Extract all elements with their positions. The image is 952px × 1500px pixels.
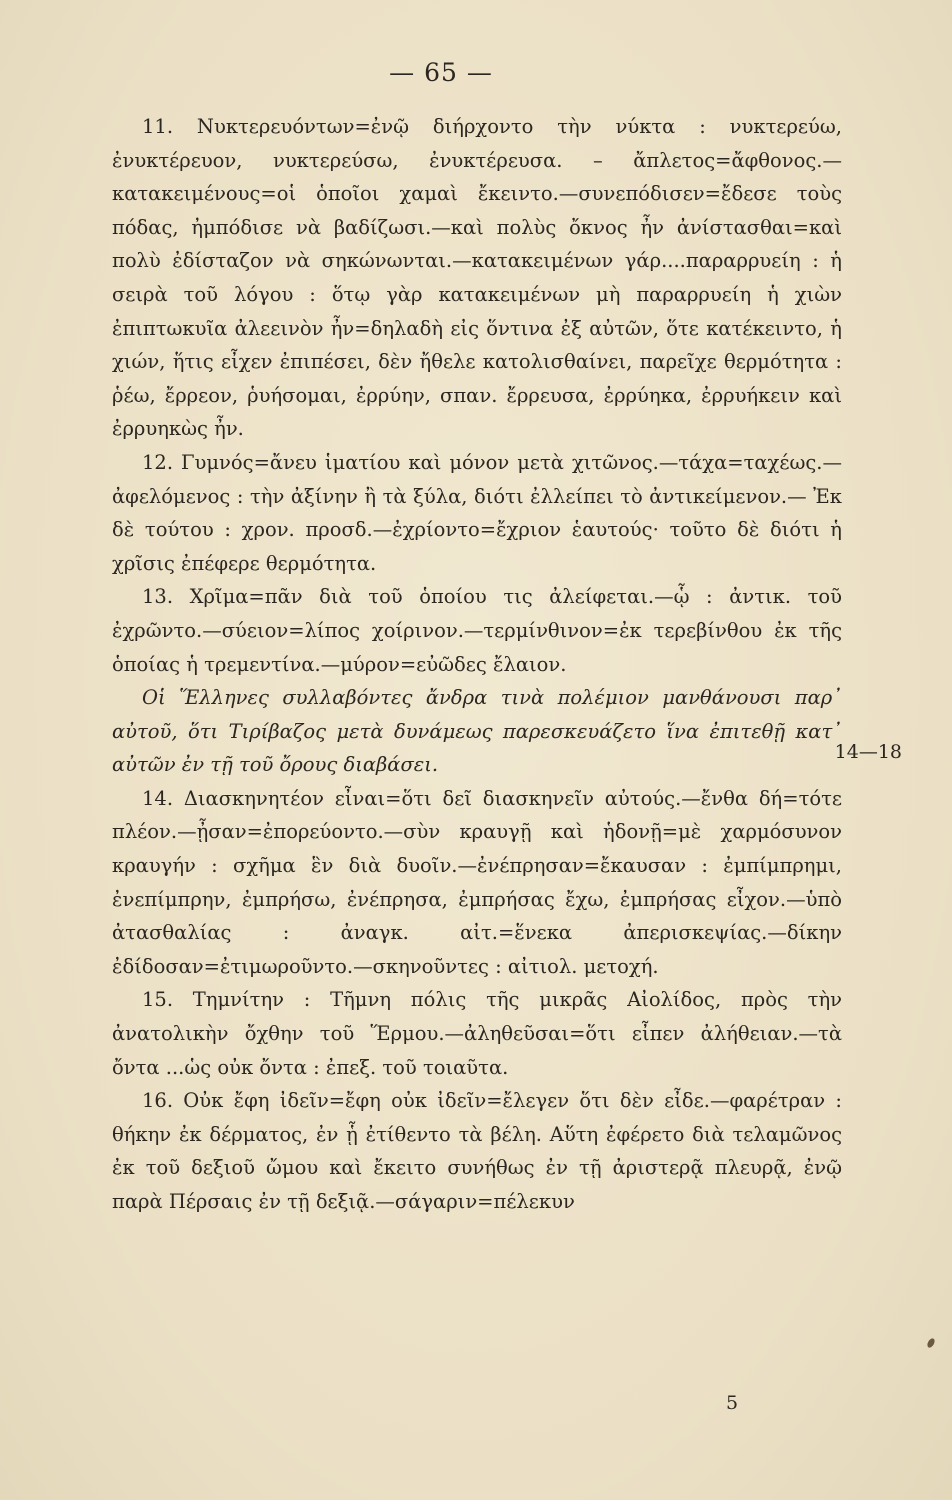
page-number: — 65 — (389, 58, 493, 87)
note-paragraph-16: 16. Οὐκ ἔφη ἰδεῖν=ἔφη οὐκ ἰδεῖν=ἔλεγεν ὅτι δὲν εἶδε.—φαρέτραν : θήκην ἐκ δέρματος, ἐν ᾗ ἐτίθεντο τὰ βέλη. Αὕτη ἐφέρετο διὰ τελαμῶνος ἐκ τοῦ δεξιοῦ ὤμου καὶ ἔκειτο συνήθως ἐν τῇ ἀριστερᾷ πλευρᾷ, ἐνῷ παρὰ Πέρσαις ἐν τῇ δεξιᾷ.—σάγαριν=πέλεκυν (112, 1089, 842, 1213)
note-paragraph-12: 12. Γυμνός=ἄνευ ἱματίου καὶ μόνον μετὰ χιτῶνος.—τάχα=ταχέως.—ἀφελόμενος : τὴν ἀξίνην ἢ τὰ ξύλα, διότι ἐλλείπει τὸ ἀντικείμενον.— Ἐκ δὲ τούτου : χρον. προσδ.—ἐχρίοντο=ἔχριον ἑαυτούς· τοῦτο δὲ διότι ἡ χρῖσις ἐπέφερε θερμότητα. (112, 450, 842, 575)
section-summary: Οἱ Ἕλληνες συλλαβόντες ἄνδρα τινὰ πολέμιον μανθάνουσι παρ᾽ αὐτοῦ, ὅτι Τιρίβαζος μετὰ δυνάμεως παρεσκευάζετο ἵνα ἐπιτεθῇ κατ᾽ αὐτῶν ἐν τῇ τοῦ ὄρους διαβάσει. (112, 686, 842, 777)
commentary-body (112, 110, 842, 1219)
note-paragraph-14: 14. Διασκηνητέον εἶναι=ὅτι δεῖ διασκηνεῖν αὐτούς.—ἔνθα δή=τότε πλέον.—ᾖσαν=ἐπορεύοντο.—σὺν κραυγῇ καὶ ἡδονῇ=μὲ χαρμόσυνον κραυγήν : σχῆμα ἓν διὰ δυοῖν.—ἐνέπρησαν=ἔκαυσαν : ἐμπίμπρημι, ἐνεπίμπρην, ἐμπρήσω, ἐνέπρησα, ἐμπρήσας ἔχω, ἐμπρήσας εἶχον.—ὑπὸ ἀτασθαλίας : ἀναγκ. αἰτ.=ἕνεκα ἀπερισκεψίας.—δίκην ἐδίδοσαν=ἐτιμωροῦντο.—σκηνοῦντες : αἰτιολ. μετοχή. (112, 786, 842, 978)
margin-section-reference: 14—18 (834, 741, 902, 763)
signature-mark: 5 (726, 1392, 739, 1414)
note-paragraph-15: 15. Τημνίτην : Τῆμνη πόλις τῆς μικρᾶς Αἰολίδος, πρὸς τὴν ἀνατολικὴν ὄχθην τοῦ Ἕρμου.—ἀληθεῦσαι=ὅτι εἶπεν ἀλήθειαν.—τὰ ὄντα ...ὡς οὐκ ὄντα : ἐπεξ. τοῦ τοιαῦτα. (112, 988, 842, 1079)
ink-stain (926, 1337, 936, 1349)
note-paragraph-13: 13. Χρῖμα=πᾶν διὰ τοῦ ὁποίου τις ἀλείφεται.—ᾧ : ἀντικ. τοῦ ἐχρῶντο.—σύειον=λίπος χοίρινον.—τερμίνθινον=ἐκ τερεβίνθου ἐκ τῆς ὁποίας ἡ τρεμεντίνα.—μύρον=εὐῶδες ἔλαιον. (112, 585, 842, 676)
note-paragraph-11: 11. Νυκτερευόντων=ἐνῷ διήρχοντο τὴν νύκτα : νυκτερεύω, ἐνυκτέρευον, νυκτερεύσω, ἐνυκτέρευσα. – ἄπλετος=ἄφθονος.—κατακειμένους=οἱ ὁποῖοι χαμαὶ ἔκειντο.—συνεπόδισεν=ἔδεσε τοὺς πόδας, ἠμπόδισε νὰ βαδίζωσι.—καὶ πολὺς ὄκνος ἦν ἀνίστασθαι=καὶ πολὺ ἐδίσταζον νὰ σηκώνωνται.—κατακειμένων γάρ....παραρρυείη : ἡ σειρὰ τοῦ λόγου : ὅτῳ γὰρ κατακειμένων μὴ παραρρυείη ἡ χιὼν ἐπιπτωκυῖα ἀλεεινὸν ἦν=δηλαδὴ εἰς ὅντινα ἐξ αὐτῶν, ὅτε κατέκειντο, ἡ χιών, ἥτις εἶχεν ἐπιπέσει, δὲν ἤθελε κατολισθαίνει, παρεῖχε θερμότητα : ῥέω, ἔρρεον, ῥυήσομαι, ἐρρύην, σπαν. ἔρρευσα, ἐρρύηκα, ἐρρυήκειν καὶ ἐρρυηκὼς ἦν. (112, 115, 842, 441)
